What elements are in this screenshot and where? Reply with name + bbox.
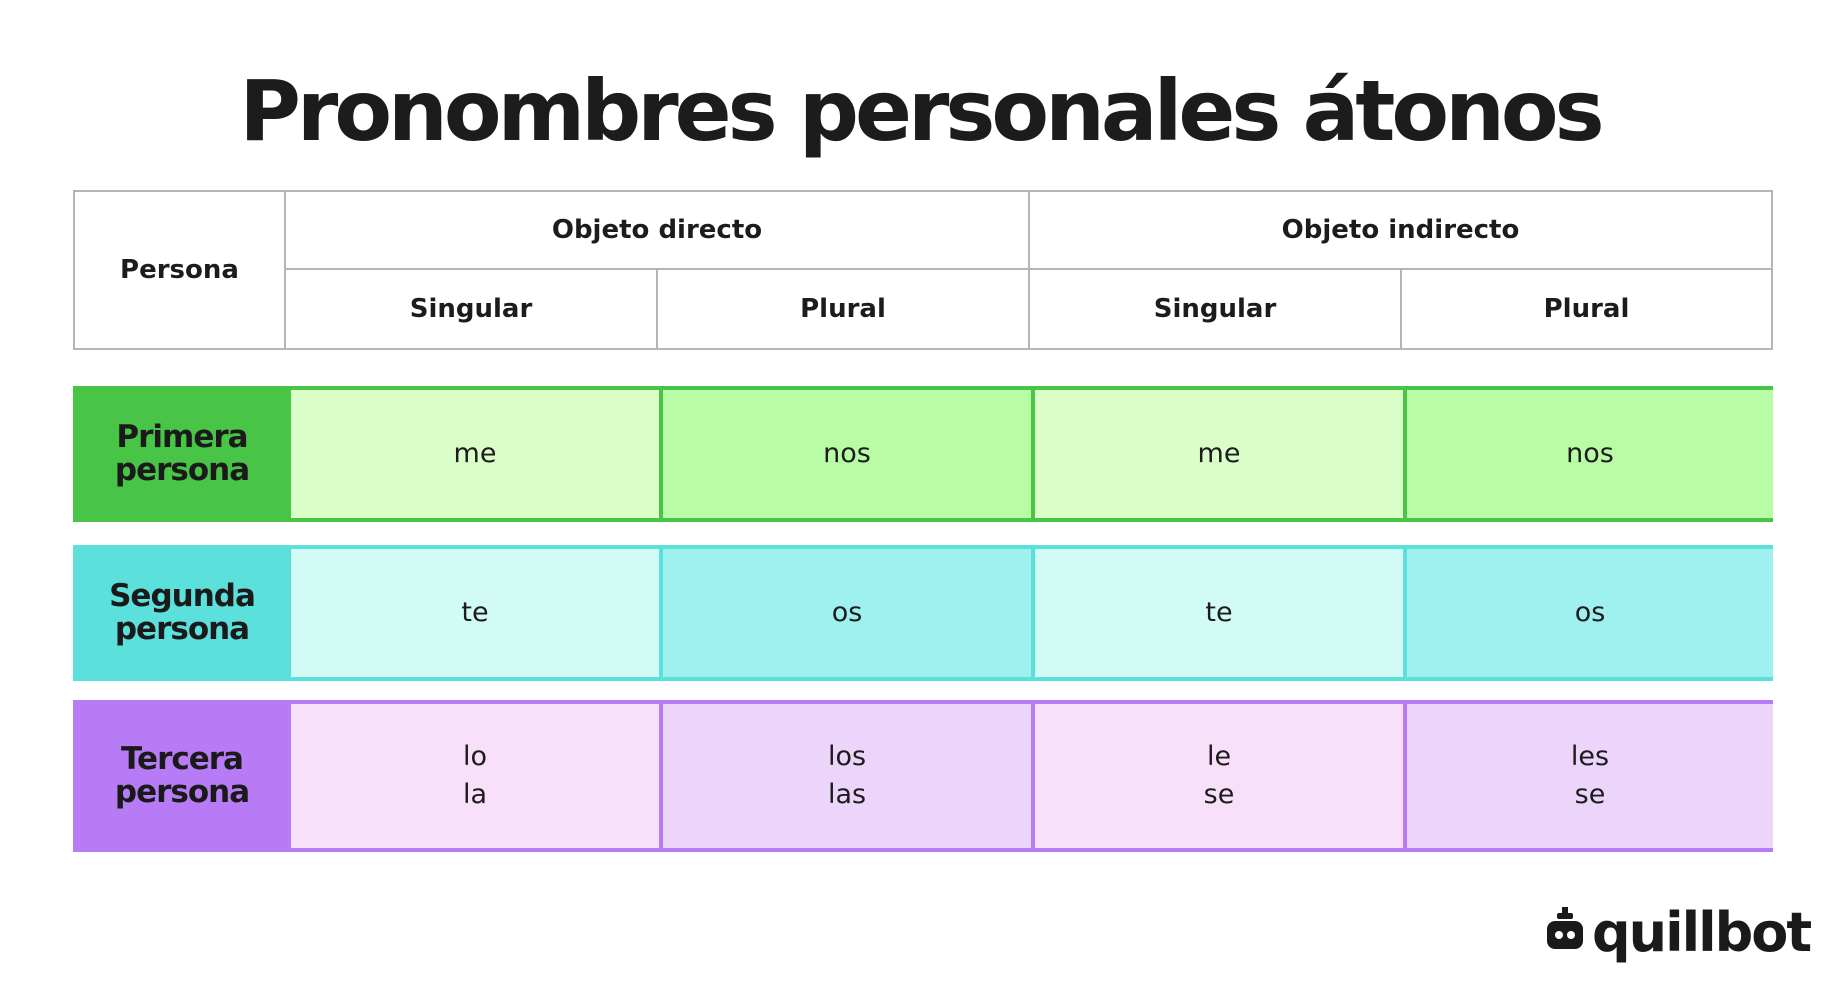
page-title: Pronombres personales átonos bbox=[239, 62, 1601, 160]
pronoun: la bbox=[462, 779, 488, 810]
header-od-singular: Singular bbox=[284, 270, 656, 348]
pronoun: te bbox=[1205, 597, 1233, 628]
table-header bbox=[73, 190, 1773, 350]
quillbot-robot-icon bbox=[1544, 905, 1586, 961]
cell-oi-plural bbox=[1403, 704, 1773, 848]
cell-oi-singular bbox=[1031, 390, 1403, 518]
pronoun: me bbox=[453, 438, 497, 469]
pronoun: me bbox=[1197, 438, 1241, 469]
table-row-tercera-persona bbox=[73, 700, 1773, 852]
cell-od-plural bbox=[659, 704, 1031, 848]
header-oi-plural: Plural bbox=[1400, 270, 1771, 348]
cell-od-plural bbox=[659, 549, 1031, 677]
pronoun: te bbox=[461, 597, 489, 628]
header-persona: Persona bbox=[120, 255, 239, 285]
pronoun: se bbox=[1203, 779, 1235, 810]
cell-od-singular bbox=[287, 704, 659, 848]
row-label: Primera persona bbox=[77, 390, 287, 518]
cell-od-singular bbox=[287, 390, 659, 518]
cell-od-singular bbox=[287, 549, 659, 677]
header-objeto-directo: Objeto directo bbox=[284, 192, 1028, 270]
pronoun: las bbox=[827, 779, 867, 810]
cell-od-plural bbox=[659, 390, 1031, 518]
row-label: Tercera persona bbox=[77, 704, 287, 848]
logo-wordmark: quillbot bbox=[1592, 901, 1811, 964]
pronoun: los bbox=[827, 741, 867, 772]
pronoun: nos bbox=[1566, 438, 1614, 469]
cell-oi-plural bbox=[1403, 390, 1773, 518]
header-oi-singular: Singular bbox=[1028, 270, 1400, 348]
pronoun: le bbox=[1206, 741, 1232, 772]
row-label: Segunda persona bbox=[77, 549, 287, 677]
pronoun: les bbox=[1570, 741, 1610, 772]
pronoun: os bbox=[831, 597, 863, 628]
pronoun: nos bbox=[823, 438, 871, 469]
pronoun: lo bbox=[462, 741, 488, 772]
pronoun: os bbox=[1574, 597, 1606, 628]
header-objeto-indirecto: Objeto indirecto bbox=[1028, 192, 1771, 270]
pronoun: se bbox=[1574, 779, 1606, 810]
header-od-plural: Plural bbox=[656, 270, 1028, 348]
table-row-primera-persona bbox=[73, 386, 1773, 522]
cell-oi-singular bbox=[1031, 704, 1403, 848]
table-row-segunda-persona bbox=[73, 545, 1773, 681]
quillbot-logo bbox=[1544, 901, 1811, 964]
cell-oi-singular bbox=[1031, 549, 1403, 677]
cell-oi-plural bbox=[1403, 549, 1773, 677]
